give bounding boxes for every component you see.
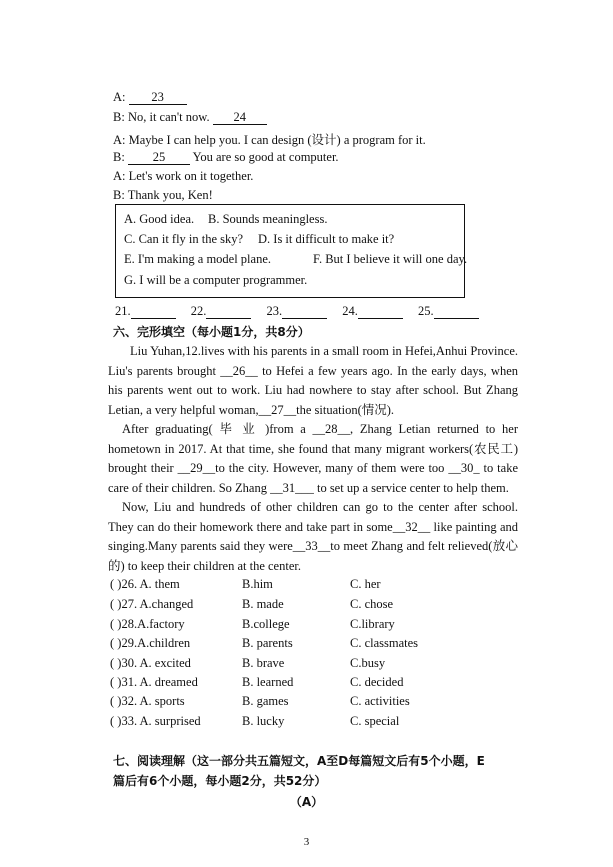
answer-blank-21[interactable]: [131, 305, 176, 319]
dialogue-line-thanks: B: Thank you, Ken!: [113, 188, 213, 202]
options-box: [115, 204, 468, 298]
dialogue-line-23: A: 23: [113, 90, 187, 105]
blank-24[interactable]: 24: [213, 111, 267, 125]
dialogue-line-work: A: Let's work on it together.: [113, 169, 254, 183]
option-g: G. I will be a computer programmer.: [124, 273, 308, 287]
dialogue-line-25: B: 25 You are so good at computer.: [113, 150, 339, 164]
answer-blank-23[interactable]: [282, 305, 327, 319]
section7-title-line2: 篇后有6个小题，每小题2分，共52分）: [113, 774, 327, 788]
cloze-paragraph-3: Now, Liu and hundreds of other children can go to the center after school. They can do their homework there and take part in some__32__ like painting and singing.Many parents said they were__33__to meet Zhang and felt relieved(放心的) to keep their children at the center.: [108, 500, 518, 573]
option-e: E. I'm making a model plane.: [124, 252, 272, 266]
page-number: 3: [303, 836, 310, 848]
blank-23[interactable]: 23: [129, 91, 187, 105]
section7-title-line1: 七、阅读理解（这一部分共五篇短文，A至D每篇短文后有5个小题，E: [113, 754, 485, 768]
option-a: A. Good idea.: [124, 212, 195, 226]
option-d: D. Is it difficult to make it?: [258, 232, 395, 246]
dialogue-line-design: A: Maybe I can help you. I can design (设计) a program for it.: [113, 133, 426, 147]
cloze-paragraph-2: After graduating( 毕 业 )from a __28__, Zhang Letian returned to her hometown in 2017. At that time, she found that many migrant workers(农民工) brought their __29__to the city. However, many of them were too __30_ to take care of their children. So Zhang __31___ to set up a service center to help them.: [108, 422, 518, 495]
answer-blank-22[interactable]: [206, 305, 251, 319]
option-c: C. Can it fly in the sky?: [124, 232, 244, 246]
answer-blank-25[interactable]: [434, 305, 479, 319]
option-b: B. Sounds meaningless.: [208, 212, 328, 226]
option-f: F. But I believe it will one day.: [313, 252, 468, 266]
answer-line: 21. 22. 23. 24. 25.: [115, 304, 479, 319]
answer-blank-24[interactable]: [358, 305, 403, 319]
blank-25[interactable]: 25: [128, 151, 190, 165]
section6-title: 六、完形填空（每小题1分，共8分）: [113, 325, 310, 339]
cloze-paragraph-1: Liu Yuhan,12.lives with his parents in a small room in Hefei,Anhui Province. Liu's parents brought __26__ to Hefei a few years ago. In the early days, when his parents went out to work. Liu had nowhere to stay after school. But Zhang Letian, a very helpful woman,__27__the situation(情况).: [108, 344, 518, 417]
passage-label: （A）: [289, 795, 324, 809]
dialogue-line-24: B: No, it can't now. 24: [113, 110, 267, 125]
